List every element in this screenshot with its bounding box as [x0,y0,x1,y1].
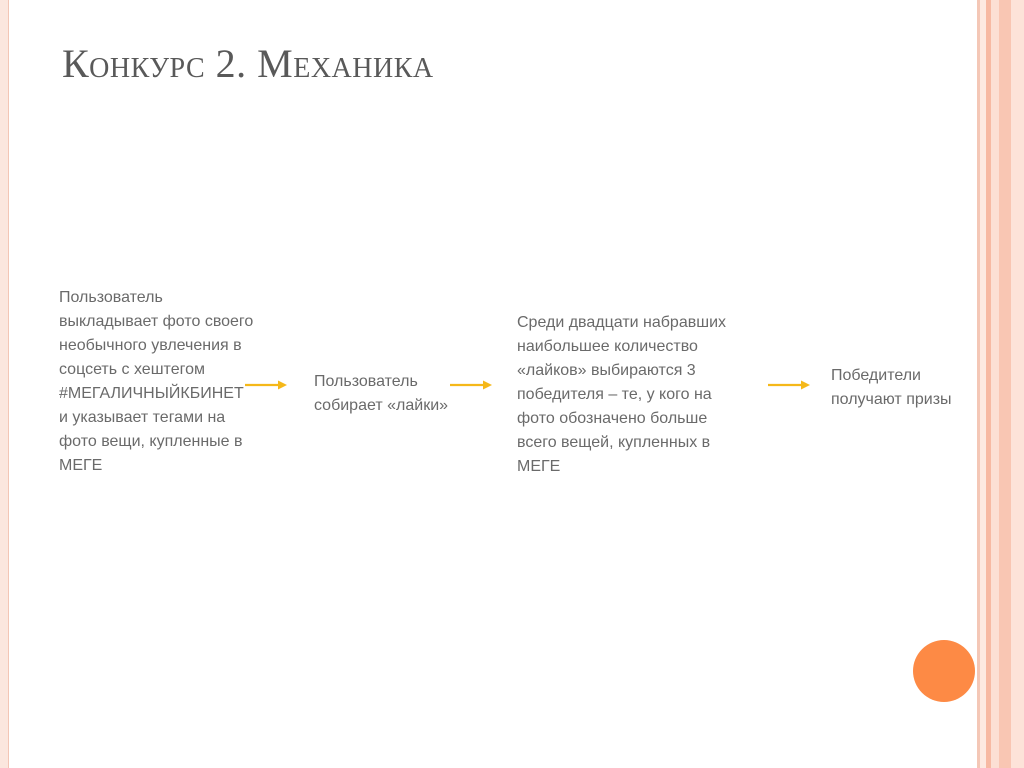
step-2-text: Пользователь собирает «лайки» [314,373,449,414]
slide-title: Конкурс 2. Механика [62,41,434,86]
step-1-text: Пользователь выкладывает фото своего необычного увлечения в соцсеть с хештегом #МЕГАЛИЧНЫЙКБИНЕТ и указывает тегами на фото вещи, купленные в МЕГЕ [59,289,254,474]
right-border-decoration [977,0,1024,768]
step-3-text: Среди двадцати набравших наибольшее количество «лайков» выбираются 3 победителя – те, у кого на фото обозначено больше всего вещей, купленных в МЕГЕ [517,314,726,475]
arrow-right-icon [450,379,492,391]
arrow-right-icon [245,379,287,391]
left-border-decoration [0,0,9,768]
step-4-text: Победители получают призы [831,367,952,408]
orange-circle-decoration [913,640,975,702]
arrow-right-icon [768,379,810,391]
